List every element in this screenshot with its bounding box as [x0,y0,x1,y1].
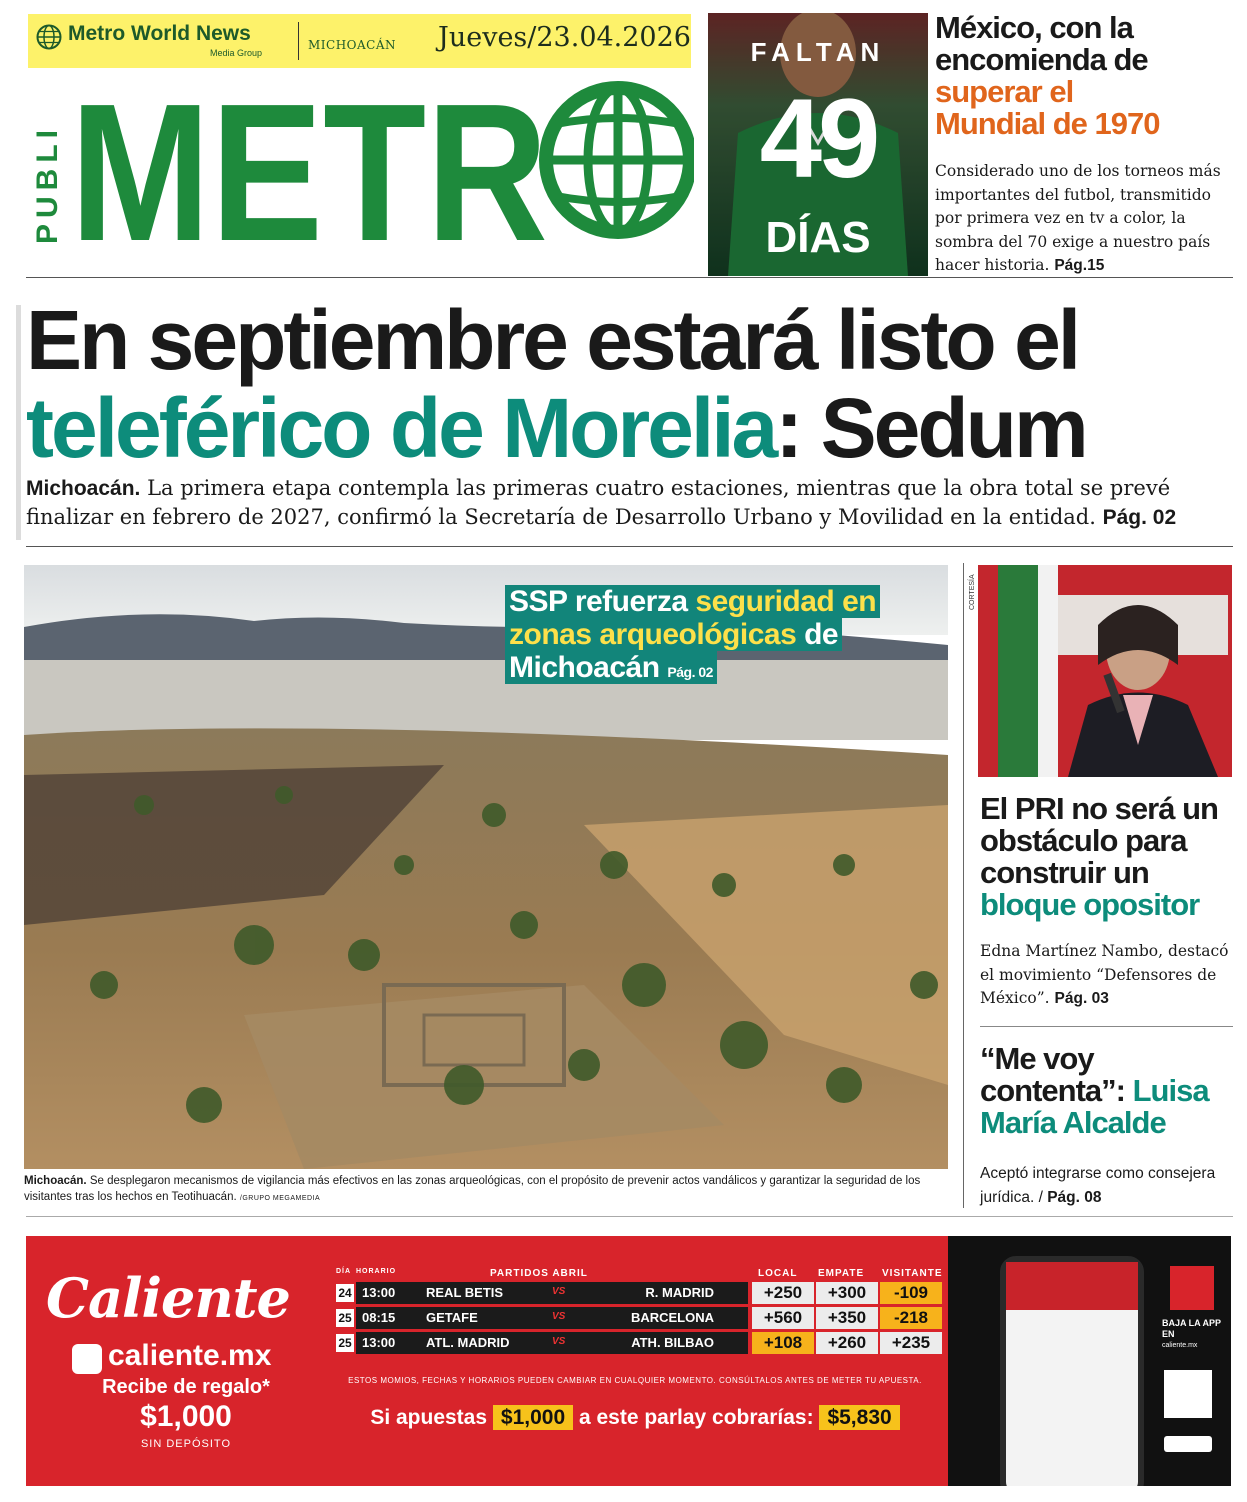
svg-text:PUBLI: PUBLI [31,124,64,244]
caption-text: Se desplegaron mecanismos de vigilancia más efectivos en las zonas arqueológicas, con el propósito de prevenir actos vandálicos y garantizar la seguridad de los visitantes tras los hechos en Teotihuacán. [24,1175,921,1203]
page-ref[interactable]: Pág. 03 [1054,990,1109,1007]
photo-credit: /GRUPO MEGAMEDIA [239,1195,321,1202]
download-label [1162,1318,1222,1351]
speaker-photo [978,565,1232,777]
divider [980,1026,1233,1027]
odd-draw: +300 [816,1282,878,1304]
home-team: ATL. MADRID [426,1335,510,1350]
headline-line: En septiembre estará listo el [26,293,1079,387]
headline-part: Michoacán [509,651,660,684]
download-text: BAJA LA APP EN [1162,1318,1221,1339]
headline-highlight: superar el [935,74,1074,109]
caliente-site[interactable]: caliente.mx [108,1339,272,1372]
headline-line: “Me voy [980,1041,1094,1076]
headline-highlight: zonas arqueológicas [509,618,797,651]
parlay-win: $5,830 [819,1405,899,1430]
match-day: 25 [336,1334,354,1352]
countdown-unit: DÍAS [765,213,871,262]
col-header: VISITANTE [882,1268,943,1279]
app-header [1006,1262,1138,1310]
odd-away: +235 [880,1332,942,1354]
match-time: 13:00 [362,1285,396,1300]
photo-headline[interactable] [505,585,935,689]
headline-line: construir un [980,855,1149,890]
col-header: PARTIDOS ABRIL [490,1268,588,1279]
headline-line [26,381,1236,475]
vs-label: VS [552,1286,566,1297]
download-site[interactable]: caliente.mx [1162,1342,1198,1349]
alcalde-summary [980,1162,1236,1209]
headline-highlight: Mundial de 1970 [935,106,1160,141]
bonus-label: Recibe de regalo* [102,1376,270,1398]
odd-away: -218 [880,1307,942,1329]
headline-highlight: Luisa [1132,1073,1209,1108]
summary-text: Considerado uno de los torneos más importantes del futbol, transmitido por primera vez en tv a color, la sombra del 70 exige a nuestro país hacer historia. [935,162,1221,274]
phone-mockup [1000,1256,1144,1486]
column-divider [963,563,964,1208]
parlay-offer [330,1406,940,1430]
headline-highlight: María Alcalde [980,1105,1166,1140]
vs-label: VS [552,1311,566,1322]
caliente-app-icon [72,1344,102,1374]
home-team: REAL BETIS [426,1285,504,1300]
main-headline[interactable] [26,293,1236,475]
countdown-label: FALTAN [750,37,886,67]
bonus-amount: $1,000 [140,1400,232,1433]
match-time: 08:15 [362,1310,396,1325]
publi-label [30,88,64,248]
headline-highlight: teleférico de Morelia [26,381,776,475]
odds-disclaimer: ESTOS MOMIOS, FECHAS Y HORARIOS PUEDEN CAMBIAR EN CUALQUIER MOMENTO. CONSÚLTALOS ANTES DE METER TU APUESTA. [348,1376,922,1385]
headline-line [505,585,880,618]
brand-name: Metro World News [68,22,251,45]
divider [26,1216,1233,1217]
parlay-bet: $1,000 [493,1405,573,1430]
svg-text:CORTESÍA: CORTESÍA [969,574,976,610]
headline-line [505,618,842,651]
caliente-sports-badge [1170,1266,1214,1310]
caliente-advertisement[interactable] [26,1236,1231,1486]
match-row[interactable] [330,1307,940,1329]
headline-highlight: bloque opositor [980,887,1200,922]
pri-summary [980,940,1236,1011]
app-store-badge[interactable] [1164,1436,1212,1452]
headline-part: SSP refuerza [509,585,696,618]
page-ref[interactable]: Pág.15 [1054,257,1105,274]
metro-logo [70,70,694,250]
bonus-note: SIN DEPÓSITO [140,1438,232,1450]
home-team: GETAFE [426,1310,478,1325]
masthead-bar [28,14,691,68]
odd-away: -109 [880,1282,942,1304]
countdown-number: 49 [759,76,877,201]
brand-sub: Media Group [210,48,263,58]
dateline: Michoacán. [24,1175,87,1187]
headline-line: México, con la [935,10,1133,45]
divider [26,546,1233,547]
match-row[interactable] [330,1332,940,1354]
away-team: ATH. BILBAO [631,1335,714,1350]
mexico-headline[interactable] [935,12,1235,140]
page-ref[interactable]: Pág. 02 [667,664,713,680]
odds-table [330,1268,943,1368]
main-deck [26,474,1236,532]
col-header: HORARIO [356,1268,397,1275]
odd-draw: +350 [816,1307,878,1329]
headline-line: obstáculo para [980,823,1187,858]
odd-local: +250 [752,1282,814,1304]
world-cup-countdown[interactable] [708,13,928,276]
parlay-text: Si apuestas [370,1406,488,1429]
headline-part: de [796,618,839,651]
pri-headline[interactable] [980,793,1240,921]
globe-icon [36,24,62,50]
side-url [12,305,26,540]
summary-text: Edna Martínez Nambo, destacó el movimiento “Defensores de México”. [980,942,1229,1007]
page-ref[interactable]: Pág. 08 [1047,1188,1102,1206]
mexico-summary [935,160,1235,278]
odd-local: +108 [752,1332,814,1354]
page-ref[interactable]: Pág. 02 [1102,506,1177,529]
issue-date: Jueves/23.04.2026 [438,22,691,53]
vs-label: VS [552,1336,566,1347]
away-team: R. MADRID [645,1285,714,1300]
odd-local: +560 [752,1307,814,1329]
caliente-logo: Caliente [46,1266,290,1330]
headline-line [505,651,717,684]
deck-text: La primera etapa contempla las primeras cuatro estaciones, mientras que la obra total se prevé finalizar en febrero de 2027, confirmó la Secretaría de Desarrollo Urbano y Movilidad en la entidad. [26,476,1171,529]
headline-part: contenta”: [980,1073,1133,1108]
parlay-text: a este parlay cobrarías: [578,1406,814,1429]
alcalde-headline[interactable] [980,1043,1240,1139]
odd-draw: +260 [816,1332,878,1354]
dateline: Michoacán. [26,477,141,500]
photo-caption [24,1173,938,1207]
side-photo-credit [966,570,976,610]
headline-line: El PRI no será un [980,791,1218,826]
match-time: 13:00 [362,1335,396,1350]
headline-highlight: seguridad en [695,585,877,618]
col-header: DÍA [336,1268,352,1275]
col-header: LOCAL [758,1268,798,1279]
divider [298,22,299,60]
headline-rest: : Sedum [775,381,1086,475]
col-header: EMPATE [818,1268,865,1279]
match-row[interactable] [330,1282,940,1304]
away-team: BARCELONA [630,1310,714,1325]
match-day: 25 [336,1309,354,1327]
headline-line: encomienda de [935,42,1148,77]
divider [26,277,1233,278]
svg-text:METR: METR [70,70,548,250]
region-label: MICHOACÁN [308,38,397,52]
match-day: 24 [336,1284,354,1302]
headline-line [980,1075,1240,1107]
summary-text: Aceptó integrarse como consejera jurídica. / [980,1165,1216,1206]
qr-code-icon[interactable] [1164,1370,1212,1418]
